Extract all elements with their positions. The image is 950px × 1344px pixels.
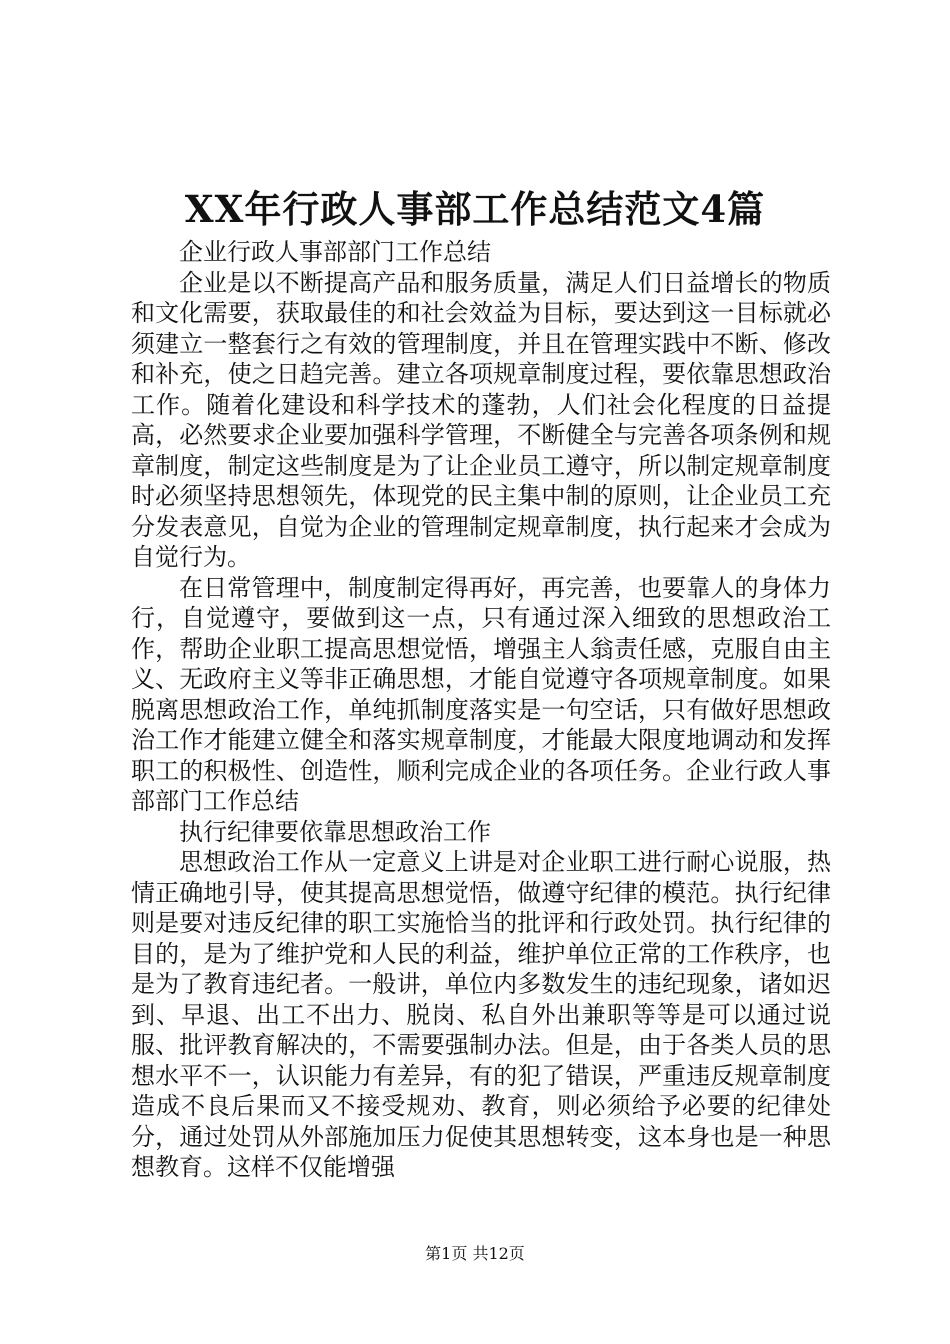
page-footer: 第1页 共12页 [425, 1244, 525, 1263]
body-paragraph: 企业是以不断提高产品和服务质量，满足人们日益增长的物质和文化需要，获取最佳的和社会效益为目标，要达到这一目标就必须建立一整套行之有效的管理制度，并且在管理实践中不断、修改和补充，使之日趋完善。建立各项规章制度过程，要依靠思想政治工作。随着化建设和科学技术的蓬勃，人们社会化程度的日益提高，必然要求企业要加强科学管理，不断健全与完善各项条例和规章制度，制定这些制度是为了让企业员工遵守，所以制定规章制度时必须坚持思想领先，体现党的民主集中制的原则，让企业员工充分发表意见，自觉为企业的管理制定规章制度，执行起来才会成为自觉行为。 [131, 268, 831, 571]
document-title: XX年行政人事部工作总结范文4篇 [184, 187, 766, 231]
section-heading: 执行纪律要依靠思想政治工作 [179, 817, 491, 846]
body-paragraph: 在日常管理中，制度制定得再好，再完善，也要靠人的身体力行，自觉遵守，要做到这一点，只有通过深入细致的思想政治工作，帮助企业职工提高思想觉悟，增强主人翁责任感，克服自由主义、无政府主义等非正确思想，才能自觉遵守各项规章制度。如果脱离思想政治工作，单纯抓制度落实是一句空话，只有做好思想政治工作才能建立健全和落实规章制度，才能最大限度地调动和发挥职工的积极性、创造性，顺利完成企业的各项任务。企业行政人事部部门工作总结 [131, 573, 831, 815]
body-paragraph: 思想政治工作从一定意义上讲是对企业职工进行耐心说服，热情正确地引导，使其提高思想觉悟，做遵守纪律的模范。执行纪律则是要对违反纪律的职工实施恰当的批评和行政处罚。执行纪律的目的，是为了维护党和人民的利益，维护单位正常的工作秩序，也是为了教育违纪者。一般讲，单位内多数发生的违纪现象，诸如迟到、早退、出工不出力、脱岗、私自外出兼职等等是可以通过说服、批评教育解决的，不需要强制办法。但是，由于各类人员的思想水平不一，认识能力有差异，有的犯了错误，严重违反规章制度造成不良后果而又不接受规劝、教育，则必须给予必要的纪律处分，通过处罚从外部施加压力促使其思想转变，这本身也是一种思想教育。这样不仅能增强 [131, 848, 831, 1181]
document-body [131, 237, 831, 1183]
section-heading: 企业行政人事部部门工作总结 [179, 238, 491, 266]
